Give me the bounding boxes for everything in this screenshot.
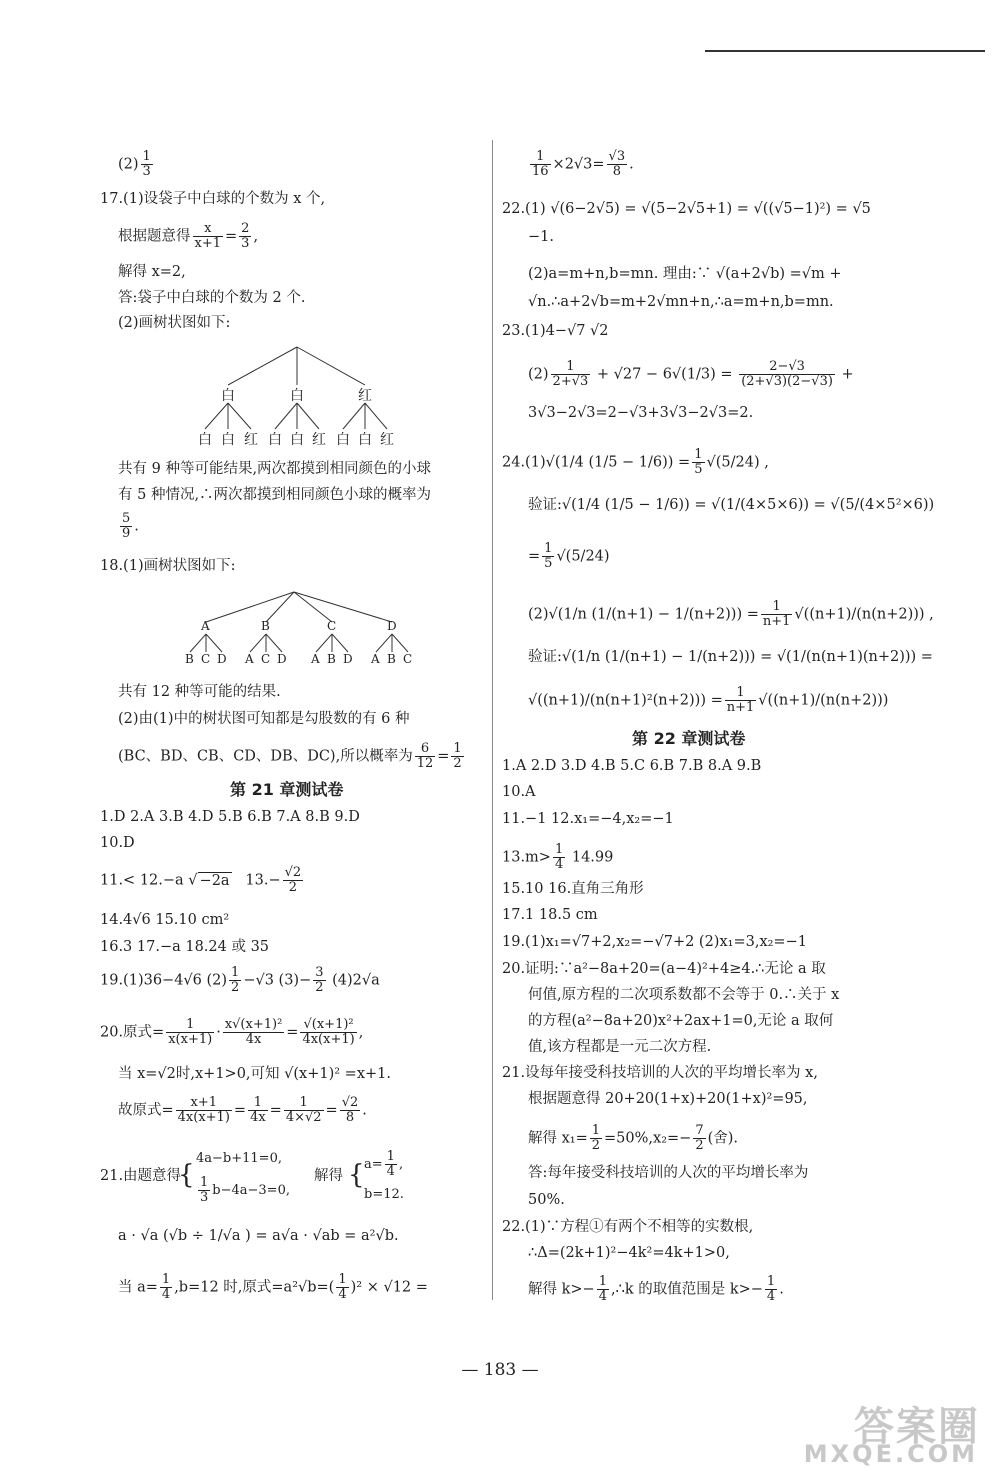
tree-leaf: D — [217, 652, 227, 666]
answer-line: 20.原式= $\frac{1}{x(x+1)}$ · $\frac{\text{x√(x+1)²}}{4x}$ = $\frac{\text{√(x+1)²}}{4x(x+1)}$ , — [100, 1017, 364, 1047]
answer-line: −1. — [528, 229, 554, 245]
answer-line: (BC、BD、CB、CD、DB、DC),所以概率为 $\frac{6}{12}$ = $\frac{1}{2}$ — [118, 741, 462, 771]
answer-line: 当 x=√2时,x+1>0,可知 √(x+1)² =x+1. — [118, 1066, 391, 1082]
brace: { — [178, 1160, 195, 1190]
answer-line: 19.(1)36−4√6 (2) $\frac{1}{2}$ −√3 (3)− $\frac{3}{2}$ (4)2√a — [100, 965, 380, 995]
tree-leaf: 白 — [290, 432, 304, 448]
answer-line: 的方程(a²−8a+20)x²+2ax+1=0,无论 a 取何 — [528, 1013, 834, 1029]
answer-line: √((n+1)/(n(n+1)²(n+2))) = $\frac{1}{n+1}$ √((n+1)/(n(n+2))) — [528, 685, 889, 715]
tree-leaf: D — [343, 652, 353, 666]
answer-line: 20.证明:∵a²−8a+20=(a−4)²+4≥4.∴无论 a 取 — [502, 961, 826, 977]
tree-leaf: 白 — [268, 432, 282, 448]
brace: { — [348, 1160, 365, 1190]
tree-leaf: 白 — [358, 432, 372, 448]
watermark-logo: 答案圈 — [854, 1404, 980, 1450]
watermark-url: MXQE.COM — [803, 1440, 978, 1468]
answer-line: (2) $\frac{1}{3}$ — [118, 149, 151, 179]
tree-leaf: A — [311, 652, 320, 666]
answer-line: 17.(1)设袋子中白球的个数为 x 个, — [100, 191, 326, 207]
answer-line: 10.A — [502, 784, 536, 800]
tree-leaf: 白 — [221, 432, 235, 448]
tree-leaf: D — [277, 652, 287, 666]
answer-line: 有 5 种情况,∴两次都摸到相同颜色小球的概率为 — [118, 487, 432, 503]
answer-line: 11.−1 12.x₁=−4,x₂=−1 — [502, 811, 674, 827]
tree-leaf: C — [403, 652, 413, 666]
answer-line: (2)a=m+n,b=mn. 理由:∵ √(a+2√b) =√m + — [528, 266, 842, 282]
answer-line: 10.D — [100, 835, 135, 851]
answer-line: 共有 12 种等可能的结果. — [118, 684, 281, 700]
answer-line: 根据题意得 $\frac{x}{x+1}$ = $\frac{2}{3}$ , — [118, 221, 259, 251]
answer-line: 14.4√6 15.10 cm² — [100, 912, 230, 928]
answer-line: 验证:√(1/4 (1/5 − 1/6)) = √(1/(4×5×6)) = √(5/(4×5²×6)) — [528, 497, 935, 513]
answer-line: 答:袋子中白球的个数为 2 个. — [118, 290, 306, 306]
answer-line: 21.设每年接受科技培训的人次的平均增长率为 x, — [502, 1065, 818, 1081]
tree-leaf: 红 — [312, 432, 326, 448]
tree-node: A — [201, 619, 210, 633]
answer-line: 故原式= $\frac{x+1}{4x(x+1)}$ = $\frac{1}{4x}$ = $\frac{1}{4\times√2}$ = $\frac{√2}{8}$ . — [118, 1095, 367, 1125]
answer-line: a · √a (√b ÷ 1/√a ) = a√a · √ab = a²√b. — [118, 1228, 399, 1244]
page-number: — 183 — — [461, 1360, 539, 1380]
answer-line: 共有 9 种等可能结果,两次都摸到相同颜色的小球 — [118, 461, 432, 477]
answer-line: 何值,原方程的二次项系数都不会等于 0.∴关于 x — [528, 987, 840, 1003]
tree-leaf: C — [261, 652, 271, 666]
fraction: $\frac{1}{3}$ — [142, 149, 151, 179]
column-divider — [492, 140, 493, 1300]
answer-line: 1.A 2.D 3.D 4.B 5.C 6.B 7.B 8.A 9.B — [502, 758, 762, 774]
tree-leaf: 红 — [380, 432, 394, 448]
answer-line: 50%. — [528, 1192, 565, 1208]
tree-leaf: 白 — [336, 432, 350, 448]
system-eq-2: $\frac{1}{3}$ b−4a−3=0, — [200, 1175, 290, 1205]
tree-leaf: B — [327, 652, 336, 666]
section-heading: 第 21 章测试卷 — [230, 780, 344, 799]
answer-line: (2) $\frac{1}{2+√3}$ + √27 − 6√(1/3) = $\frac{2-√3}{(2+√3)(2-√3)}$ + — [528, 359, 854, 389]
answer-line: 13.m> $\frac{1}{4}$ 14.99 — [502, 842, 614, 872]
answer-line: 16.3 17.−a 18.24 或 35 — [100, 939, 270, 955]
tree-leaf: 白 — [198, 432, 212, 448]
answer-line: 23.(1)4−√7 √2 — [502, 323, 609, 339]
answer-line: 值,该方程都是一元二次方程. — [528, 1039, 712, 1055]
answer-line: 3√3−2√3=2−√3+3√3−2√3=2. — [528, 405, 754, 421]
answer-line: 解得 x₁= $\frac{1}{2}$ =50%,x₂=− $\frac{7}{2}$ (舍). — [528, 1123, 739, 1153]
answer-line: $\frac{1}{16}$ ×2√3= $\frac{√3}{8}$ . — [532, 149, 634, 179]
tree-leaf: 红 — [244, 432, 258, 448]
answer-line: = $\frac{1}{5}$ √(5/24) — [528, 541, 610, 571]
answer-line: 21.由题意得 — [100, 1168, 182, 1184]
tree-leaf: B — [387, 652, 396, 666]
tree-node: 白 — [221, 388, 235, 404]
answer-line: ∴Δ=(2k+1)²−4k²=4k+1>0, — [528, 1245, 730, 1261]
answer-line: 15.10 16.直角三角形 — [502, 881, 644, 897]
tree-leaf: A — [245, 652, 254, 666]
solution-b: b=12. — [364, 1187, 404, 1202]
answer-line: $\frac{5}{9}$ . — [122, 511, 139, 541]
answer-line: 验证:√(1/n (1/(n+1) − 1/(n+2))) = √(1/(n(n+1)(n+2))) = — [528, 649, 933, 665]
tree-diagram-1 — [193, 345, 413, 448]
tree-leaf: C — [201, 652, 211, 666]
answer-line: 22.(1) √(6−2√5) = √(5−2√5+1) = √((√5−1)²) = √5 — [502, 201, 871, 217]
answer-line: 当 a= $\frac{1}{4}$ ,b=12 时,原式=a²√b=( $\frac{1}{4}$ )² × √12 = — [118, 1272, 428, 1302]
answer-line: 解得 x=2, — [118, 264, 186, 280]
tree-node: 红 — [358, 388, 372, 404]
answer-line: 19.(1)x₁=√7+2,x₂=−√7+2 (2)x₁=3,x₂=−1 — [502, 934, 807, 950]
answer-line: 24.(1)√(1/4 (1/5 − 1/6)) = $\frac{1}{5}$ √(5/24) , — [502, 447, 769, 477]
section-heading: 第 22 章测试卷 — [632, 729, 746, 748]
tree-diagram-2 — [180, 590, 430, 670]
answer-line: (2)√(1/n (1/(n+1) − 1/(n+2))) = $\frac{1}{n+1}$ √((n+1)/(n(n+2))) , — [528, 599, 934, 629]
answer-line: (2)由(1)中的树状图可知都是勾股数的有 6 种 — [118, 711, 410, 727]
answer-line: (2)画树状图如下: — [118, 315, 231, 331]
tree-leaf: B — [185, 652, 194, 666]
tree-leaf: A — [371, 652, 380, 666]
answer-line: 根据题意得 20+20(1+x)+20(1+x)²=95, — [528, 1091, 808, 1107]
answer-line: 22.(1)∵方程①有两个不相等的实数根, — [502, 1219, 754, 1235]
answer-line: 1.D 2.A 3.B 4.D 5.B 6.B 7.A 8.B 9.D — [100, 809, 360, 825]
tree-node: 白 — [290, 388, 304, 404]
answer-line: 答:每年接受科技培训的人次的平均增长率为 — [528, 1165, 809, 1181]
solution-a: a= $\frac{1}{4}$ , — [364, 1149, 404, 1179]
answer-line: 解得 — [314, 1168, 343, 1184]
tree-node: B — [261, 619, 270, 633]
tree-node: C — [327, 619, 337, 633]
answer-line: 解得 k>− $\frac{1}{4}$ ,∴k 的取值范围是 k>− $\frac{1}{4}$ . — [528, 1274, 784, 1304]
answer-line: √n.∴a+2√b=m+2√mn+n,∴a=m+n,b=mn. — [528, 294, 834, 310]
header-rule — [705, 50, 985, 52]
answer-line: 11.< 12.−a √ −2a 13.− $\frac{√2}{2}$ — [100, 865, 302, 895]
system-eq-1: 4a−b+11=0, — [196, 1151, 282, 1166]
answer-line: 18.(1)画树状图如下: — [100, 558, 236, 574]
tree-node: D — [387, 619, 397, 633]
answer-line: 17.1 18.5 cm — [502, 907, 598, 923]
